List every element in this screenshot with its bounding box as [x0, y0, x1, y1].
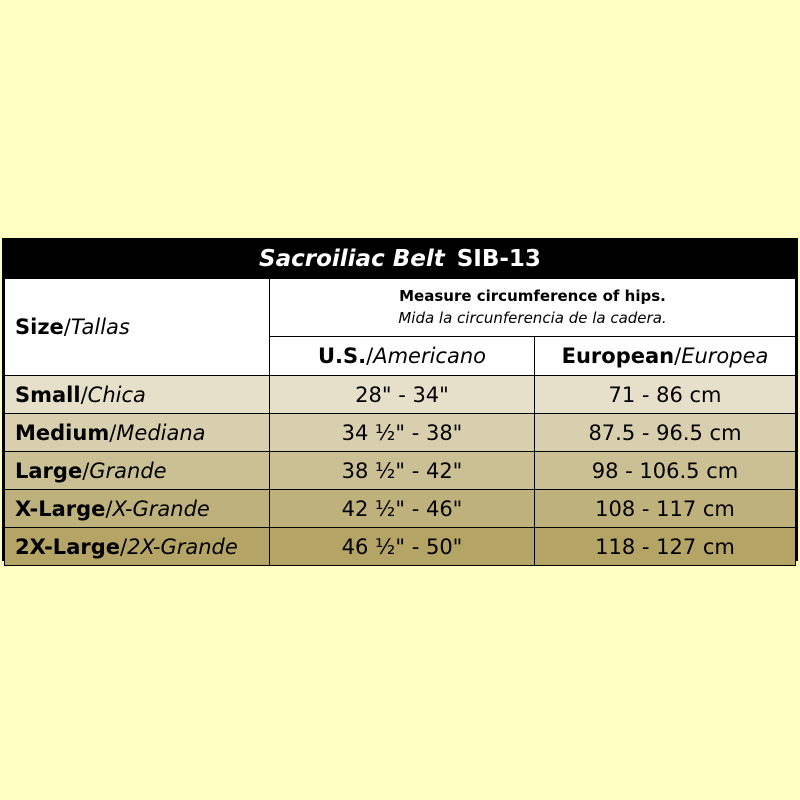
- table-row: [5, 528, 796, 566]
- table-row: [5, 376, 796, 414]
- measure-instruction-es: Mida la circunferencia de la cadera.: [398, 309, 667, 328]
- eu-cell: 71 - 86 cm: [535, 376, 796, 414]
- measure-instruction: [270, 279, 796, 337]
- eu-cell: 118 - 127 cm: [535, 528, 796, 566]
- eu-cell: 87.5 - 96.5 cm: [535, 414, 796, 452]
- size-cell: Large/Grande: [5, 452, 270, 490]
- us-cell: 34 ½" - 38": [270, 414, 535, 452]
- size-column-header: Size/Tallas: [5, 279, 270, 376]
- table-row: [5, 490, 796, 528]
- size-cell: 2X-Large/2X-Grande: [5, 528, 270, 566]
- product-name: Sacroiliac Belt: [259, 246, 445, 272]
- size-chart: [2, 238, 798, 561]
- us-cell: 46 ½" - 50": [270, 528, 535, 566]
- us-cell: 28" - 34": [270, 376, 535, 414]
- us-cell: 38 ½" - 42": [270, 452, 535, 490]
- chart-title: [4, 240, 796, 278]
- table-row: [5, 414, 796, 452]
- measure-instruction-en: Measure circumference of hips.: [399, 287, 666, 306]
- us-column-header: U.S./Americano: [270, 336, 535, 375]
- eu-cell: 98 - 106.5 cm: [535, 452, 796, 490]
- size-cell: Small/Chica: [5, 376, 270, 414]
- size-table: [4, 278, 796, 566]
- european-column-header: European/Europea: [535, 336, 796, 375]
- us-cell: 42 ½" - 46": [270, 490, 535, 528]
- size-cell: X-Large/X-Grande: [5, 490, 270, 528]
- eu-cell: 108 - 117 cm: [535, 490, 796, 528]
- model-number: SIB-13: [456, 246, 541, 272]
- table-row: [5, 452, 796, 490]
- size-cell: Medium/Mediana: [5, 414, 270, 452]
